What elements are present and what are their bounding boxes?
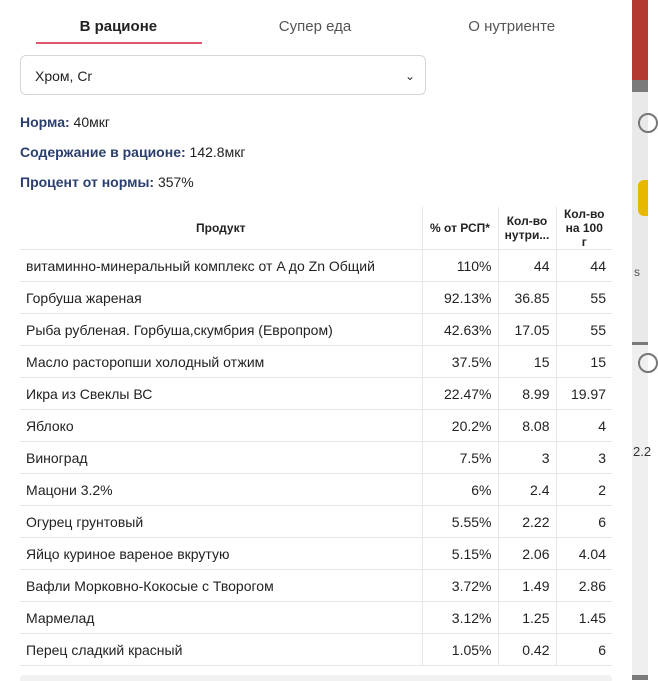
content-line	[20, 144, 245, 160]
active-tab-indicator	[36, 42, 202, 44]
cell-nutrient-amount: 17.05	[498, 314, 556, 346]
cell-amount-per-100g: 3	[556, 442, 612, 474]
header-percent-rda[interactable]: % от РСП*	[422, 207, 498, 250]
cell-product: Яйцо куриное вареное вкрутую	[20, 538, 422, 570]
cell-product: Масло расторопши холодный отжим	[20, 346, 422, 378]
cell-nutrient-amount: 1.49	[498, 570, 556, 602]
table-row[interactable]	[20, 634, 612, 666]
percent-value: 357%	[157, 174, 194, 190]
cell-nutrient-amount: 2.06	[498, 538, 556, 570]
background-header	[632, 0, 648, 80]
background-chart-fragment	[638, 180, 648, 216]
cell-nutrient-amount: 2.4	[498, 474, 556, 506]
cell-nutrient-amount: 8.08	[498, 410, 556, 442]
cell-nutrient-amount: 2.22	[498, 506, 556, 538]
cell-amount-per-100g: 55	[556, 314, 612, 346]
cell-percent-rda: 1.05%	[422, 634, 498, 666]
cell-product: Перец сладкий красный	[20, 634, 422, 666]
cell-product: витаминно-минеральный комплекс от A до Zn Общий	[20, 250, 422, 282]
norm-line	[20, 114, 110, 130]
tab-in-diet[interactable]: В рационе	[79, 18, 158, 35]
table-row[interactable]	[20, 442, 612, 474]
cell-amount-per-100g: 6	[556, 506, 612, 538]
header-amount-per-100g[interactable]: Кол-во на 100 г	[556, 207, 612, 250]
table-header-row	[20, 207, 612, 250]
header-nutrient-amount[interactable]: Кол-во нутри...	[498, 207, 556, 250]
table-row[interactable]	[20, 538, 612, 570]
norm-label: Норма:	[20, 114, 70, 130]
cell-nutrient-amount: 1.25	[498, 602, 556, 634]
cell-amount-per-100g: 4	[556, 410, 612, 442]
cell-percent-rda: 3.12%	[422, 602, 498, 634]
header-product[interactable]: Продукт	[20, 207, 422, 250]
table-row[interactable]	[20, 250, 612, 282]
cell-percent-rda: 5.55%	[422, 506, 498, 538]
cell-nutrient-amount: 8.99	[498, 378, 556, 410]
background-text: s	[634, 265, 640, 279]
table-row[interactable]	[20, 570, 612, 602]
nutrient-select-value: Хром, Cr	[35, 68, 93, 84]
table-row[interactable]	[20, 314, 612, 346]
cell-product: Яблоко	[20, 410, 422, 442]
cell-product: Огурец грунтовый	[20, 506, 422, 538]
table-row[interactable]	[20, 602, 612, 634]
background-radio-icon	[638, 113, 658, 133]
tab-bar	[20, 0, 610, 46]
cell-product: Мармелад	[20, 602, 422, 634]
cell-amount-per-100g: 15	[556, 346, 612, 378]
cell-amount-per-100g: 44	[556, 250, 612, 282]
cell-product: Виноград	[20, 442, 422, 474]
cell-amount-per-100g: 2.86	[556, 570, 612, 602]
table-row[interactable]	[20, 506, 612, 538]
percent-label: Процент от нормы:	[20, 174, 155, 190]
cell-product: Вафли Морковно-Кокосые с Творогом	[20, 570, 422, 602]
bottom-bar	[20, 675, 612, 681]
table-row[interactable]	[20, 474, 612, 506]
content-value: 142.8мкг	[189, 144, 246, 160]
cell-percent-rda: 37.5%	[422, 346, 498, 378]
tab-super-food[interactable]: Супер еда	[278, 18, 352, 35]
percent-line	[20, 174, 194, 190]
nutrient-sources-table	[20, 207, 612, 666]
table-row[interactable]	[20, 282, 612, 314]
cell-nutrient-amount: 0.42	[498, 634, 556, 666]
cell-product: Рыба рубленая. Горбуша,скумбрия (Европром)	[20, 314, 422, 346]
cell-nutrient-amount: 15	[498, 346, 556, 378]
cell-percent-rda: 5.15%	[422, 538, 498, 570]
norm-value: 40мкг	[73, 114, 110, 130]
table-row[interactable]	[20, 410, 612, 442]
cell-amount-per-100g: 1.45	[556, 602, 612, 634]
cell-nutrient-amount: 3	[498, 442, 556, 474]
nutrient-select[interactable]	[20, 55, 426, 95]
background-card-2	[632, 345, 648, 675]
cell-product: Мацони 3.2%	[20, 474, 422, 506]
cell-amount-per-100g: 2	[556, 474, 612, 506]
cell-percent-rda: 7.5%	[422, 442, 498, 474]
cell-nutrient-amount: 44	[498, 250, 556, 282]
tab-about-nutrient[interactable]: О нутриенте	[468, 18, 556, 35]
cell-amount-per-100g: 19.97	[556, 378, 612, 410]
background-radio-icon-2	[638, 353, 658, 373]
content-label: Содержание в рационе:	[20, 144, 186, 160]
cell-product: Горбуша жареная	[20, 282, 422, 314]
cell-product: Икра из Свеклы ВС	[20, 378, 422, 410]
background-page	[632, 0, 652, 680]
table-row[interactable]	[20, 346, 612, 378]
cell-percent-rda: 20.2%	[422, 410, 498, 442]
background-text-2: 2.2	[633, 444, 652, 459]
cell-percent-rda: 6%	[422, 474, 498, 506]
cell-amount-per-100g: 55	[556, 282, 612, 314]
table-row[interactable]	[20, 378, 612, 410]
cell-percent-rda: 42.63%	[422, 314, 498, 346]
cell-percent-rda: 22.47%	[422, 378, 498, 410]
chevron-down-icon: ⌄	[404, 69, 415, 83]
cell-amount-per-100g: 4.04	[556, 538, 612, 570]
cell-nutrient-amount: 36.85	[498, 282, 556, 314]
cell-percent-rda: 3.72%	[422, 570, 498, 602]
cell-percent-rda: 92.13%	[422, 282, 498, 314]
cell-percent-rda: 110%	[422, 250, 498, 282]
cell-amount-per-100g: 6	[556, 634, 612, 666]
